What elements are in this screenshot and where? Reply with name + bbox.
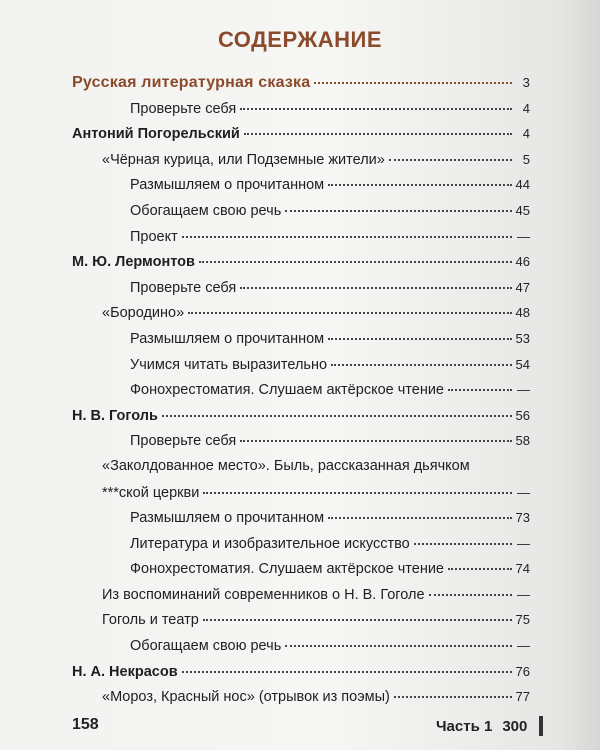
dot-leader [414, 542, 512, 545]
dot-leader [394, 695, 512, 698]
toc-entry [72, 300, 530, 326]
toc-entry-title: Антоний Погорельский [72, 126, 240, 143]
dot-leader [285, 209, 511, 212]
toc-entry [72, 454, 530, 480]
toc-entry-title: Учимся читать выразительно [130, 356, 328, 373]
toc-entry-page: 76 [515, 663, 530, 679]
toc-entry-title: «Мороз, Красный нос» (отрывок из поэмы) [102, 689, 390, 706]
toc-entry-page: 4 [522, 126, 530, 142]
toc-entry-title: Гоголь и театр [102, 612, 199, 629]
toc-entry-title: Проверьте себя [130, 279, 237, 296]
toc-entry [72, 505, 530, 531]
dot-leader [188, 311, 511, 314]
toc-entry-page: — [517, 586, 530, 602]
dot-leader [328, 337, 511, 340]
toc-entry [72, 607, 530, 633]
toc-entry-page: — [517, 535, 530, 551]
page-title: СОДЕРЖАНИЕ [217, 27, 383, 52]
toc-entry-page: 48 [515, 305, 530, 321]
book-code: 300 [502, 717, 528, 735]
dot-leader [389, 158, 512, 161]
toc-entry-title: Проверьте себя [130, 433, 237, 450]
toc-entry-page: 53 [515, 330, 530, 346]
toc-entry-title: Размышляем о прочитанном [130, 330, 325, 347]
dot-leader [203, 618, 512, 621]
toc-entry-page: 46 [515, 254, 530, 270]
toc-entry-title: Проект [130, 228, 178, 245]
toc-entry-title: Размышляем о прочитанном [130, 177, 325, 194]
toc-entry [72, 582, 530, 608]
toc-entry-title: Русская литературная сказка [72, 74, 311, 91]
part-label: Часть 1 [436, 717, 493, 735]
toc-entry [72, 352, 530, 378]
toc-entry-page: 45 [515, 202, 530, 218]
toc-entry [72, 121, 530, 147]
dot-leader [240, 107, 512, 110]
footer-part [436, 716, 543, 736]
toc-entry [72, 403, 530, 429]
toc-entry [72, 70, 530, 96]
toc-entry-page: 74 [515, 561, 530, 577]
toc-entry [72, 480, 530, 506]
toc-entry-page: — [517, 484, 530, 500]
toc-entry-title: Обогащаем свою речь [130, 638, 282, 655]
dot-leader [285, 644, 512, 647]
dot-leader [203, 491, 512, 494]
toc-entry-title: Н. А. Некрасов [72, 663, 178, 680]
toc-entry-page: 44 [515, 177, 530, 193]
dot-leader [448, 388, 512, 391]
edge-bar [539, 716, 543, 736]
toc-entry-title: Проверьте себя [130, 100, 237, 117]
dot-leader [328, 516, 511, 519]
toc-entry-title: Фонохрестоматия. Слушаем актёрское чтение [130, 561, 444, 578]
toc-entry [72, 556, 530, 582]
toc-entry [72, 428, 530, 454]
toc-entry [72, 96, 530, 122]
toc-entry-title: ***ской церкви [102, 484, 200, 501]
table-of-contents [72, 70, 530, 710]
dot-leader [448, 567, 512, 570]
toc-entry-page: — [517, 228, 530, 244]
toc-entry-page: 75 [515, 612, 530, 628]
toc-entry-page: 47 [515, 279, 530, 295]
toc-entry [72, 224, 530, 250]
toc-entry-title: Литература и изобразительное искусство [130, 535, 410, 552]
toc-entry-title: «Заколдованное место». Быль, рассказанная дьячком [102, 457, 470, 474]
dot-leader [240, 286, 511, 289]
toc-entry [72, 684, 530, 710]
toc-entry [72, 377, 530, 403]
toc-entry [72, 531, 530, 557]
dot-leader [240, 439, 511, 442]
toc-entry-page: 4 [522, 100, 530, 116]
toc-entry-title: Из воспоминаний современников о Н. В. Гоголе [102, 586, 425, 603]
toc-entry-title: Обогащаем свою речь [130, 202, 282, 219]
toc-entry-page: — [517, 382, 530, 398]
page-number: 158 [72, 716, 99, 733]
toc-entry-title: «Бородино» [102, 305, 185, 322]
toc-entry [72, 147, 530, 173]
dot-leader [429, 593, 512, 596]
toc-entry-page: 54 [515, 356, 530, 372]
toc-entry [72, 326, 530, 352]
dot-leader [328, 183, 511, 186]
toc-entry-title: Н. В. Гоголь [72, 407, 158, 424]
toc-entry [72, 275, 530, 301]
toc-entry-title: «Чёрная курица, или Подземные жители» [102, 151, 385, 168]
toc-entry-page: 77 [515, 689, 530, 705]
toc-entry [72, 249, 530, 275]
toc-entry-page: 58 [515, 433, 530, 449]
toc-entry [72, 633, 530, 659]
toc-entry-page: 3 [522, 75, 530, 90]
toc-entry-page: 5 [522, 151, 530, 167]
dot-leader [314, 81, 512, 84]
toc-entry [72, 659, 530, 685]
toc-entry-title: М. Ю. Лермонтов [72, 254, 195, 271]
toc-entry-page: 56 [515, 407, 530, 423]
dot-leader [199, 260, 512, 263]
toc-entry-page: — [517, 638, 530, 654]
toc-entry-title: Размышляем о прочитанном [130, 510, 325, 527]
dot-leader [182, 235, 512, 238]
toc-entry [72, 198, 530, 224]
dot-leader [244, 132, 512, 135]
toc-entry-page: 73 [515, 510, 530, 526]
toc-entry-title: Фонохрестоматия. Слушаем актёрское чтение [130, 382, 444, 399]
dot-leader [162, 414, 512, 417]
toc-entry [72, 172, 530, 198]
dot-leader [182, 670, 512, 673]
dot-leader [331, 363, 511, 366]
